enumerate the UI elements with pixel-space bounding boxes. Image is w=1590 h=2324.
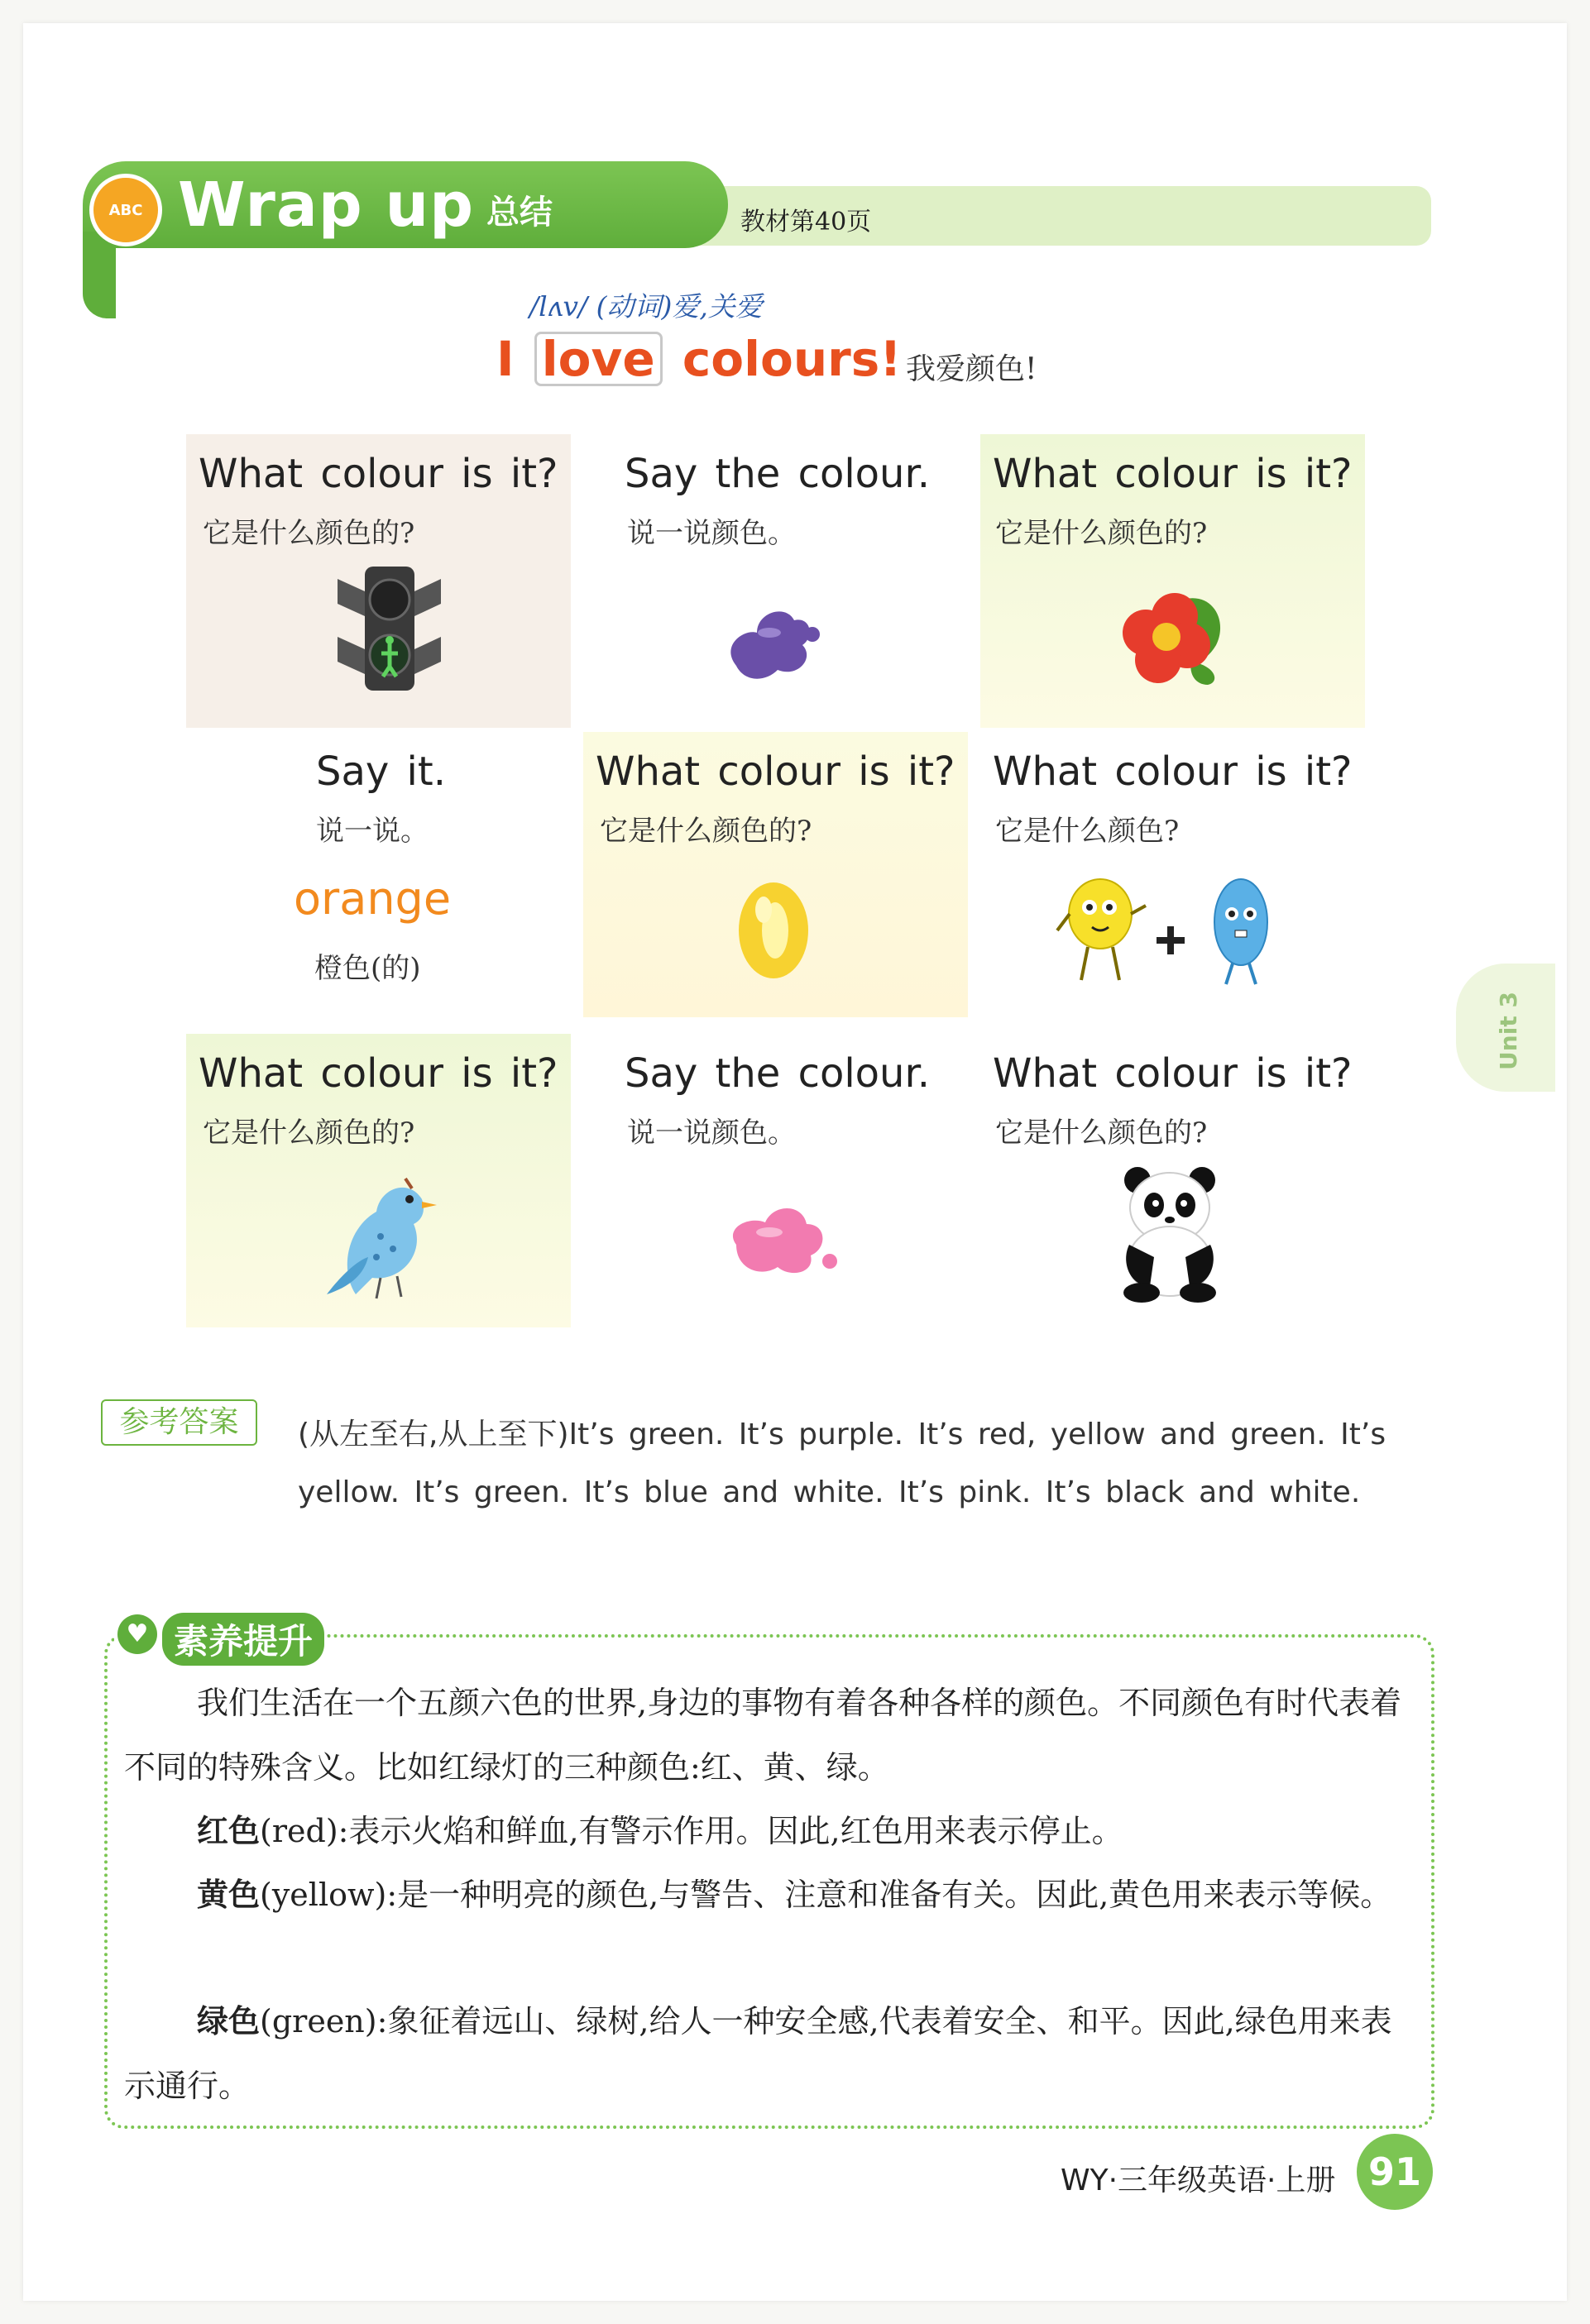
yellow-text: (yellow):是一种明亮的颜色,与警告、注意和准备有关。因此,黄色用来表示等候。 — [260, 1877, 1392, 1913]
cell-question: What colour is it? — [199, 1050, 558, 1097]
red-text: (red):表示火焰和鲜血,有警示作用。因此,红色用来表示停止。 — [260, 1813, 1123, 1849]
panda-icon — [1113, 1162, 1228, 1303]
literacy-title: 素养提升 — [162, 1613, 324, 1666]
cell-blue-bird — [186, 1034, 571, 1327]
red-flower-icon — [1113, 587, 1228, 686]
cell-question: Say it. — [316, 748, 446, 795]
cell-question-cn: 它是什么颜色的? — [995, 1117, 1208, 1150]
cell-question: What colour is it? — [199, 451, 558, 497]
abc-notebook-icon: ABC — [89, 174, 162, 246]
cell-question-cn: 说一说颜色。 — [627, 517, 796, 550]
cell-question-cn: 它是什么颜色的? — [203, 517, 415, 550]
cell-question: What colour is it? — [993, 748, 1353, 795]
book-title: WY·三年级英语·上册 — [1061, 2164, 1336, 2197]
key-sentence-pre: I — [496, 331, 515, 387]
pink-paint-blob — [724, 1199, 840, 1282]
cell-question: What colour is it? — [596, 748, 955, 795]
traffic-light-icon — [333, 562, 445, 695]
key-sentence — [496, 331, 902, 387]
cell-yellow-letter — [583, 732, 968, 1017]
cell-question-cn: 它是什么颜色的? — [995, 517, 1208, 550]
literacy-red — [124, 1799, 1406, 1863]
cell-red-flower — [980, 434, 1365, 728]
cell-question-cn: 它是什么颜色的? — [600, 815, 812, 848]
literacy-green — [124, 1989, 1406, 2118]
cell-orange-word — [186, 732, 571, 1026]
heart-icon: ♥ — [117, 1614, 157, 1654]
answer-text: (从左至右,从上至下)It’s green. It’s purple. It’s red, yellow and green. It’s yellow. It’s green. It’s blue and white. It’s pink. It’s black and white. — [298, 1418, 1386, 1509]
key-sentence-post: colours! — [682, 331, 902, 387]
key-word-love: love — [534, 332, 663, 386]
banner-tail — [83, 232, 116, 318]
cell-panda — [980, 1034, 1365, 1327]
cell-traffic-light — [186, 434, 571, 728]
section-title: Wrap up — [178, 170, 475, 241]
cell-question: What colour is it? — [993, 451, 1353, 497]
cell-question: Say the colour. — [625, 1050, 931, 1097]
cell-question: What colour is it? — [993, 1050, 1353, 1097]
section-title-cn: 总结 — [486, 194, 553, 232]
literacy-intro: 我们生活在一个五颜六色的世界,身边的事物有着各种各样的颜色。不同颜色有时代表着不同的特殊含义。比如红绿灯的三种颜色:红、黄、绿。 — [124, 1685, 1402, 1786]
literacy-yellow — [124, 1863, 1406, 1927]
purple-paint-blob — [720, 600, 827, 682]
yellow-letter-o-icon — [732, 877, 815, 984]
yellow-label: 黄色 — [197, 1877, 261, 1913]
answer-tag: 参考答案 — [101, 1399, 257, 1446]
cell-question-cn: 说一说颜色。 — [627, 1117, 796, 1150]
blue-bird-icon — [323, 1170, 438, 1303]
red-label: 红色 — [197, 1813, 261, 1849]
key-sentence-cn: 我爱颜色! — [906, 352, 1037, 386]
cell-pink-blob — [612, 1034, 997, 1327]
cell-purple-blob — [612, 434, 997, 728]
cell-question-cn: 说一说。 — [316, 815, 429, 848]
cell-question-cn: 它是什么颜色? — [995, 815, 1180, 848]
green-label: 绿色 — [197, 2003, 261, 2039]
cell-question-cn: 它是什么颜色的? — [203, 1117, 415, 1150]
colour-word-orange: orange — [294, 873, 452, 925]
green-text: (green):象征着远山、绿树,给人一种安全感,代表着安全、和平。因此,绿色用来表示通行。 — [124, 2003, 1392, 2104]
cell-yellow-blue-mix — [980, 732, 1365, 1026]
cell-question: Say the colour. — [625, 451, 931, 497]
yellow-and-blue-characters — [1055, 864, 1286, 988]
page-number: 91 — [1357, 2134, 1433, 2210]
colour-word-cn: 橙色(的) — [314, 952, 421, 985]
textbook-page-ref: 教材第40页 — [740, 208, 872, 237]
phonetic-note: /lʌv/ (动词)爱,关爱 — [529, 290, 763, 323]
unit-label: Unit 3 — [1494, 992, 1522, 1070]
